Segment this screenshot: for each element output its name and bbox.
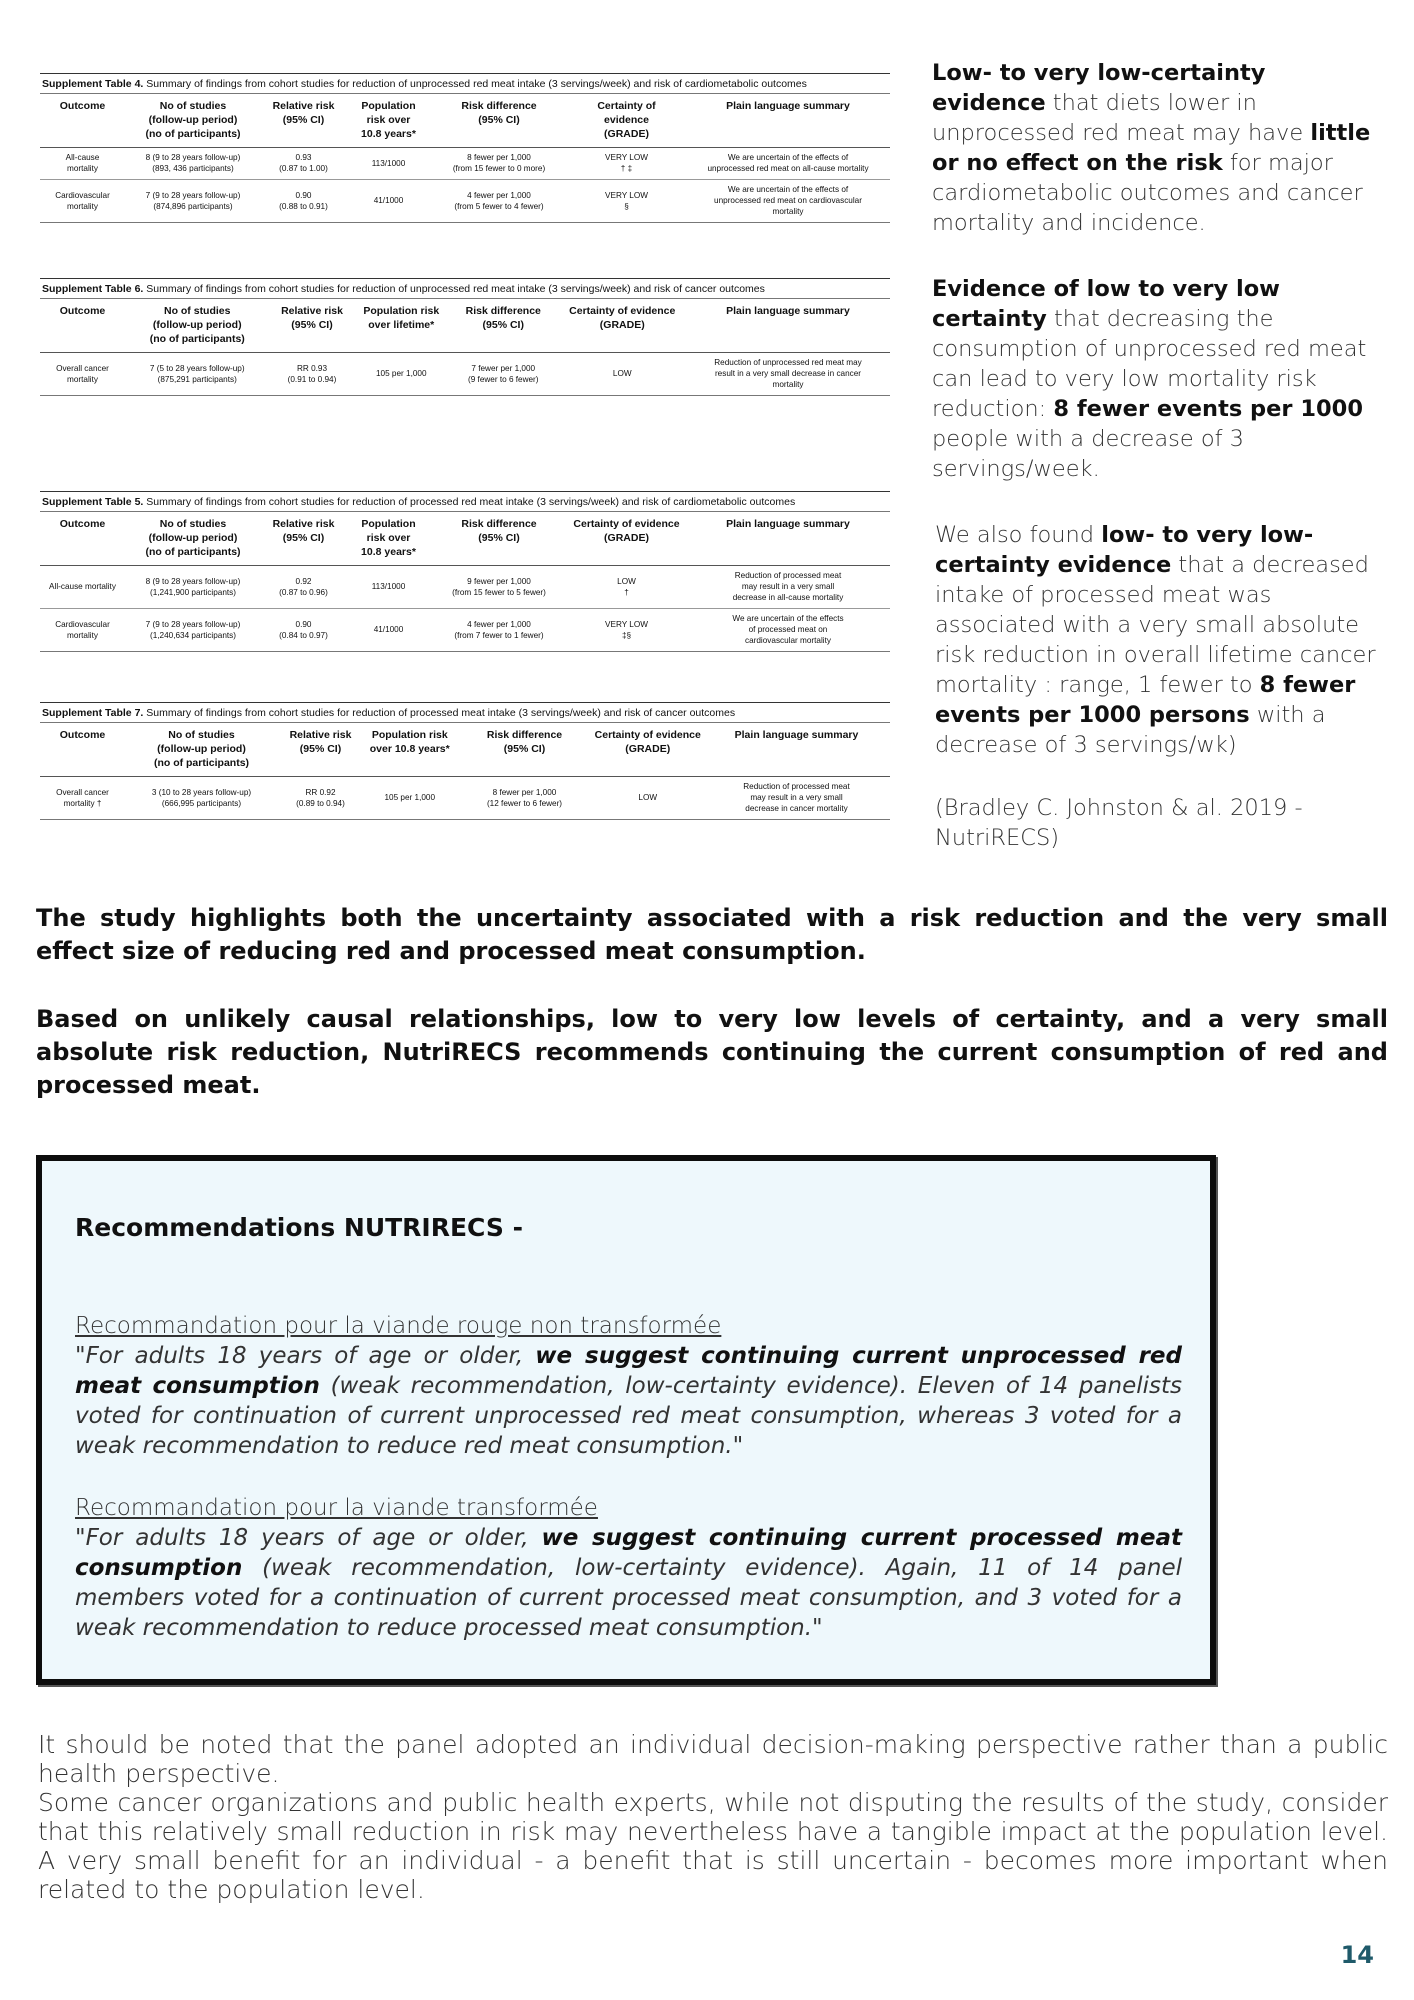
cell-line: 8 fewer per 1,000 <box>467 153 531 162</box>
column-header <box>431 94 567 148</box>
recommendation-body <box>75 1341 1182 1461</box>
cell-line: VERY LOW <box>605 619 648 629</box>
column-header <box>346 94 431 148</box>
header-line: (GRADE) <box>604 128 649 140</box>
column-header <box>448 299 559 353</box>
table-title <box>40 491 890 512</box>
cell-line: RR 0.93 <box>296 363 328 373</box>
table-cell <box>346 148 431 180</box>
cell-line: 0.90 <box>295 619 312 629</box>
table-row <box>40 566 890 609</box>
cell-line: mortality † <box>63 798 102 808</box>
header-line: (95% CI) <box>478 532 520 544</box>
header-line: No of studies <box>159 518 227 530</box>
header-line: Plain language summary <box>726 518 850 530</box>
header-line: evidence <box>604 114 649 126</box>
supplement-table-6 <box>40 278 890 396</box>
header-line: Outcome <box>59 100 106 112</box>
table-cell <box>567 609 686 652</box>
header-line: (GRADE) <box>599 319 645 331</box>
header-line: Risk difference <box>461 518 537 530</box>
header-line: Certainty of evidence <box>594 729 701 741</box>
header-line: (follow-up period) <box>157 743 246 755</box>
header-line: Relative risk <box>272 518 335 530</box>
column-header <box>125 299 270 353</box>
header-line: No of studies <box>159 100 227 112</box>
cell-line: decrease in cancer mortality <box>745 804 848 813</box>
table-cell <box>40 609 125 652</box>
column-header <box>686 94 890 148</box>
cell-line: (0.87 to 0.96) <box>279 587 328 597</box>
closing-paragraph-1: It should be noted that the panel adopted an individual decision-making perspective rather than a public health perspective. <box>38 1730 1388 1788</box>
header-line: Outcome <box>59 729 106 741</box>
cell-line: (0.91 to 0.94) <box>287 374 337 384</box>
cell-line: All-cause mortality <box>49 582 116 591</box>
table-cell <box>686 609 890 652</box>
table-cell <box>125 180 261 223</box>
table-title <box>40 278 890 299</box>
cell-line: 0.90 <box>295 190 312 200</box>
header-line: Population <box>361 518 416 530</box>
table-header-row <box>40 512 890 566</box>
cell-line: (875,291 participants) <box>157 374 237 384</box>
cell-line: 7 (5 to 28 years follow-up) <box>149 363 245 373</box>
column-header <box>346 512 431 566</box>
recommendation-unprocessed <box>75 1311 1182 1461</box>
cell-line: 4 fewer per 1,000 <box>467 190 531 200</box>
supplement-table-7 <box>40 702 890 820</box>
column-header <box>125 723 278 777</box>
header-line: risk over <box>366 532 411 544</box>
cell-line: All-cause <box>65 153 100 162</box>
cell-line: LOW <box>617 576 636 586</box>
header-line: Risk difference <box>486 729 563 741</box>
header-line: Risk difference <box>461 100 537 112</box>
table-header-row <box>40 723 890 777</box>
summary-paragraph-1: The study highlights both the uncertainty associated with a risk reduction and the very small effect size of reducing red and processed meat consumption. <box>36 904 1388 965</box>
header-line: Plain language summary <box>734 729 859 741</box>
header-line: Relative risk <box>281 305 343 317</box>
header-line: Plain language summary <box>726 305 850 317</box>
cell-line: 9 fewer per 1,000 <box>467 576 531 586</box>
text-run: that diets lower in unprocessed red meat may have <box>932 90 1311 146</box>
table-cell <box>686 566 890 609</box>
cell-line: Overall cancer <box>56 787 109 797</box>
emphasis-text: 8 fewer events per 1000 <box>1053 396 1363 422</box>
table-cell <box>567 148 686 180</box>
table-row <box>40 180 890 223</box>
cell-line: (0.84 to 0.97) <box>279 630 328 640</box>
header-line: (95% CI) <box>478 114 520 126</box>
column-header <box>593 723 704 777</box>
table-row <box>40 777 890 820</box>
table-cell <box>703 777 890 820</box>
cell-line: 105 per 1,000 <box>375 369 427 378</box>
cell-line: (666,995 participants) <box>161 798 242 808</box>
cell-line: 113/1000 <box>371 158 406 168</box>
table-cell <box>567 566 686 609</box>
emphasis-text: little or no effect on the risk <box>932 120 1371 176</box>
table-cell <box>431 609 567 652</box>
table-cell <box>125 566 261 609</box>
text-run: with a decrease of 3 servings/wk) <box>935 702 1326 758</box>
emphasis-text: 8 fewer events per 1000 persons <box>935 672 1356 728</box>
table-label: Supplement Table 6. <box>42 283 144 295</box>
closing-paragraph-2: Some cancer organizations and public health experts, while not disputing the results of the study, consider that this relatively small reduction in risk may nevertheless have a tangible impact at the population level. A very small benefit for an individual - a benefit that is still uncertain - becomes more important when related to the population level. <box>38 1788 1388 1904</box>
table-cell <box>431 566 567 609</box>
header-line: No of studies <box>168 729 235 741</box>
cell-line: Cardiovascular <box>55 190 110 200</box>
table-caption: Summary of findings from cohort studies for reduction of processed meat intake (3 servings/week) and risk of cancer outcomes <box>143 707 736 719</box>
cell-line: VERY LOW <box>605 153 648 162</box>
cell-line: 3 (10 to 28 years follow-up) <box>151 787 252 797</box>
text-run: that a decreased intake of processed meat was associated with a very small absolute risk reduction in overall lifetime cancer mortality : range, 1 fewer to <box>935 552 1376 698</box>
table-caption: Summary of findings from cohort studies for reduction of unprocessed red meat intake (3 servings/week) and risk of cardiometabolic outcomes <box>143 78 807 90</box>
cell-line: mortality <box>772 380 804 389</box>
table-cell <box>346 566 431 609</box>
column-header <box>261 94 346 148</box>
cell-line: Overall cancer <box>56 363 109 373</box>
header-line: (GRADE) <box>625 743 671 755</box>
text-run: for major cardiometabolic outcomes and cancer mortality and incidence. <box>932 150 1363 236</box>
table-cell <box>346 180 431 223</box>
recommendation-processed <box>75 1493 1182 1643</box>
table-label: Supplement Table 5. <box>42 496 144 508</box>
column-header <box>567 94 686 148</box>
header-line: (95% CI) <box>299 743 342 755</box>
cell-line: LOW <box>612 369 632 378</box>
header-line: No of studies <box>163 305 231 317</box>
table-cell <box>448 353 559 396</box>
column-header <box>457 723 593 777</box>
cell-line: mortality <box>67 630 98 640</box>
cell-line: We are uncertain of the effects of <box>727 153 849 162</box>
table-cell <box>261 566 346 609</box>
cell-line: Reduction of processed meat <box>734 571 842 580</box>
header-line: Risk difference <box>465 305 541 317</box>
text-run: "For adults 18 years of age or older, <box>75 1343 536 1369</box>
cell-line: 41/1000 <box>373 196 404 205</box>
cell-line: result in a very small decrease in cancer <box>714 369 862 378</box>
cell-line: 0.93 <box>295 153 312 162</box>
header-line: Relative risk <box>289 729 352 741</box>
table-cell <box>125 353 270 396</box>
recommendation-body <box>75 1523 1182 1643</box>
cell-line: mortality <box>67 374 98 384</box>
table-row <box>40 609 890 652</box>
column-header <box>355 299 449 353</box>
header-line: (95% CI) <box>291 319 333 331</box>
header-line: 10.8 years* <box>361 546 416 558</box>
cell-line: § <box>624 201 629 211</box>
column-header <box>40 723 125 777</box>
table-cell <box>457 777 593 820</box>
table-cell <box>125 609 261 652</box>
cell-line: unprocessed red meat on cardiovascular <box>714 196 862 205</box>
header-line: Relative risk <box>272 100 335 112</box>
table-label: Supplement Table 7. <box>42 707 144 719</box>
cell-line: Reduction of processed meat <box>743 782 850 791</box>
table-cell <box>261 180 346 223</box>
table-cell <box>363 777 457 820</box>
cell-line: (from 15 fewer to 0 more) <box>452 164 546 173</box>
header-line: (95% CI) <box>282 114 325 126</box>
table-header-row <box>40 299 890 353</box>
summary-paragraph-2: Based on unlikely causal relationships, low to very low levels of certainty, and a very small absolute risk reduction, NutriRECS recommends continuing the current consumption of red and processed meat. <box>36 1005 1388 1099</box>
table-cell <box>346 609 431 652</box>
emphasis-text: Low- to very low-certainty evidence <box>932 60 1266 116</box>
header-line: (follow-up period) <box>148 114 238 126</box>
table-cell <box>40 148 125 180</box>
column-header <box>363 723 457 777</box>
citation: (Bradley C. Johnston & al. 2019 - NutriRECS) <box>935 795 1303 851</box>
header-line: (no of participants) <box>145 128 241 140</box>
recommendation-heading: Recommandation pour la viande transformée <box>75 1495 598 1521</box>
cell-line: cardiovascular mortality <box>745 636 831 645</box>
cell-line: mortality <box>67 201 98 211</box>
table-title <box>40 702 890 723</box>
header-line: risk over <box>366 114 411 126</box>
cell-line: LOW <box>638 793 658 802</box>
recommendation-heading: Recommandation pour la viande rouge non transformée <box>75 1313 722 1339</box>
column-header <box>431 512 567 566</box>
header-line: Population risk <box>371 729 448 741</box>
column-header <box>125 512 261 566</box>
cell-line: VERY LOW <box>605 190 648 200</box>
text-run: (weak recommendation, low-certainty evidence). Eleven of 14 panelists voted for continuation of current unprocessed red meat consumption, whereas 3 voted for a weak recommendation to reduce red meat consumption." <box>75 1373 1182 1459</box>
table-cell <box>40 353 125 396</box>
header-line: Certainty of evidence <box>573 518 680 530</box>
cell-line: mortality <box>772 207 804 216</box>
table-row <box>40 148 890 180</box>
cell-line: 8 (9 to 28 years follow-up) <box>145 576 241 586</box>
cell-line: † ‡ <box>620 164 633 173</box>
column-header <box>40 94 125 148</box>
column-header <box>261 512 346 566</box>
column-header <box>686 512 890 566</box>
header-line: Certainty of <box>597 100 656 112</box>
cell-line: (9 fewer to 6 fewer) <box>467 374 539 384</box>
emphasis-text: Evidence of low to very low certainty <box>932 276 1280 332</box>
text-run: that decreasing the consumption of unprocessed red meat can lead to very low mortality risk reduction: <box>932 306 1367 422</box>
cell-line: 105 per 1,000 <box>384 793 436 802</box>
table-header-row <box>40 94 890 148</box>
cell-line: 0.92 <box>295 576 312 586</box>
closing-text <box>38 1730 1388 1904</box>
column-header <box>278 723 363 777</box>
cell-line: We are uncertain of the effects of <box>727 185 849 194</box>
cell-line: 7 (9 to 28 years follow-up) <box>145 619 241 629</box>
cell-line: Reduction of unprocessed red meat may <box>714 358 862 367</box>
header-line: (follow-up period) <box>148 532 238 544</box>
header-line: Population risk <box>363 305 440 317</box>
table-cell <box>40 566 125 609</box>
table-caption: Summary of findings from cohort studies for reduction of unprocessed red meat intake (3 servings/week) and risk of cancer outcomes <box>143 283 765 295</box>
right-paragraph-2 <box>932 274 1382 484</box>
table-cell <box>686 148 890 180</box>
cell-line: mortality <box>67 164 98 173</box>
header-line: Outcome <box>59 305 106 317</box>
cell-line: (893, 436 participants) <box>152 164 234 173</box>
page-number: 14 <box>1340 1941 1374 1969</box>
table-cell <box>559 353 687 396</box>
text-run: people with a decrease of 3 servings/week. <box>932 426 1245 482</box>
header-line: (95% CI) <box>282 532 325 544</box>
table-cell <box>40 180 125 223</box>
column-header <box>40 512 125 566</box>
cell-line: (from 7 fewer to 1 fewer) <box>454 630 544 640</box>
table-cell <box>261 609 346 652</box>
text-run: We also found <box>935 522 1102 548</box>
table-cell <box>567 180 686 223</box>
table-cell <box>270 353 355 396</box>
recommendations-title: Recommendations NUTRIRECS - <box>75 1213 523 1242</box>
table-cell <box>40 777 125 820</box>
cell-line: 4 fewer per 1,000 <box>467 619 531 629</box>
emphasis-text: we suggest continuing current processed meat consumption <box>75 1525 1182 1581</box>
header-line: (no of participants) <box>145 546 241 558</box>
table-cell <box>686 353 890 396</box>
header-line: Plain language summary <box>726 100 850 112</box>
cell-line: † <box>624 587 629 597</box>
cell-line: (from 15 fewer to 5 fewer) <box>452 587 546 597</box>
column-header <box>703 723 890 777</box>
right-paragraph-3 <box>935 520 1385 760</box>
column-header <box>686 299 890 353</box>
cell-line: (1,241,900 participants) <box>149 587 237 597</box>
table-cell <box>261 148 346 180</box>
cell-line: 113/1000 <box>371 582 406 591</box>
header-line: Population <box>361 100 416 112</box>
cell-line: (0.89 to 0.94) <box>296 798 345 808</box>
cell-line: 7 fewer per 1,000 <box>471 363 536 373</box>
column-header <box>270 299 355 353</box>
emphasis-text: we suggest continuing current unprocessed red meat consumption <box>75 1343 1182 1399</box>
column-header <box>125 94 261 148</box>
header-line: over lifetime* <box>368 319 435 331</box>
cell-line: decrease in all-cause mortality <box>732 593 844 602</box>
table-caption: Summary of findings from cohort studies for reduction of processed red meat intake (3 servings/week) and risk of cardiometabolic outcomes <box>143 496 796 508</box>
header-line: Certainty of evidence <box>569 305 676 317</box>
cell-line: (1,240,634 participants) <box>149 630 237 640</box>
text-run: (weak recommendation, low-certainty evidence). Again, 11 of 14 panel members voted for a continuation of current processed meat consumption, and 3 voted for a weak recommendation to reduce processed meat consumption." <box>75 1555 1182 1641</box>
supplement-table-4 <box>40 73 890 223</box>
column-header <box>40 299 125 353</box>
cell-line: (874,896 participants) <box>153 201 233 211</box>
header-line: (follow-up period) <box>152 319 242 331</box>
cell-line: (0.87 to 1.00) <box>279 164 328 173</box>
header-line: Outcome <box>59 518 106 530</box>
header-line: (95% CI) <box>503 743 546 755</box>
cell-line: may result in a very small <box>741 582 835 591</box>
header-line: (95% CI) <box>482 319 524 331</box>
cell-line: 7 (9 to 28 years follow-up) <box>145 190 241 200</box>
table-cell <box>686 180 890 223</box>
header-line: 10.8 years* <box>361 128 416 140</box>
cell-line: (0.88 to 0.91) <box>279 201 328 211</box>
cell-line: of processed meat on <box>748 625 828 634</box>
table-title <box>40 73 890 94</box>
table-cell <box>593 777 704 820</box>
cell-line: (from 5 fewer to 4 fewer) <box>454 201 544 211</box>
cell-line: Cardiovascular <box>55 619 110 629</box>
cell-line: unprocessed red meat on all-cause mortality <box>707 164 869 173</box>
right-paragraph-1 <box>932 58 1382 238</box>
table-cell <box>431 180 567 223</box>
supplement-table-5 <box>40 491 890 652</box>
table-cell <box>125 777 278 820</box>
cell-line: may result in a very small <box>750 793 843 802</box>
text-run: "For adults 18 years of age or older, <box>75 1525 542 1551</box>
recommendations-box <box>36 1155 1216 1685</box>
column-header <box>559 299 687 353</box>
cell-line: 8 (9 to 28 years follow-up) <box>145 153 241 162</box>
table-row <box>40 353 890 396</box>
cell-line: 8 fewer per 1,000 <box>492 787 557 797</box>
table-cell <box>125 148 261 180</box>
table-cell <box>355 353 449 396</box>
emphasis-text: low- to very low-certainty evidence <box>935 522 1314 578</box>
cell-line: We are uncertain of the effects <box>732 614 844 623</box>
cell-line: ‡§ <box>621 630 632 640</box>
column-header <box>567 512 686 566</box>
header-line: (no of participants) <box>149 333 245 345</box>
cell-line: 41/1000 <box>373 625 404 634</box>
table-cell <box>278 777 363 820</box>
cell-line: (12 fewer to 6 fewer) <box>486 798 563 808</box>
cell-line: RR 0.92 <box>305 787 336 797</box>
table-cell <box>431 148 567 180</box>
header-line: (GRADE) <box>604 532 649 544</box>
header-line: over 10.8 years* <box>369 743 450 755</box>
header-line: (no of participants) <box>153 757 250 769</box>
table-label: Supplement Table 4. <box>42 78 144 90</box>
